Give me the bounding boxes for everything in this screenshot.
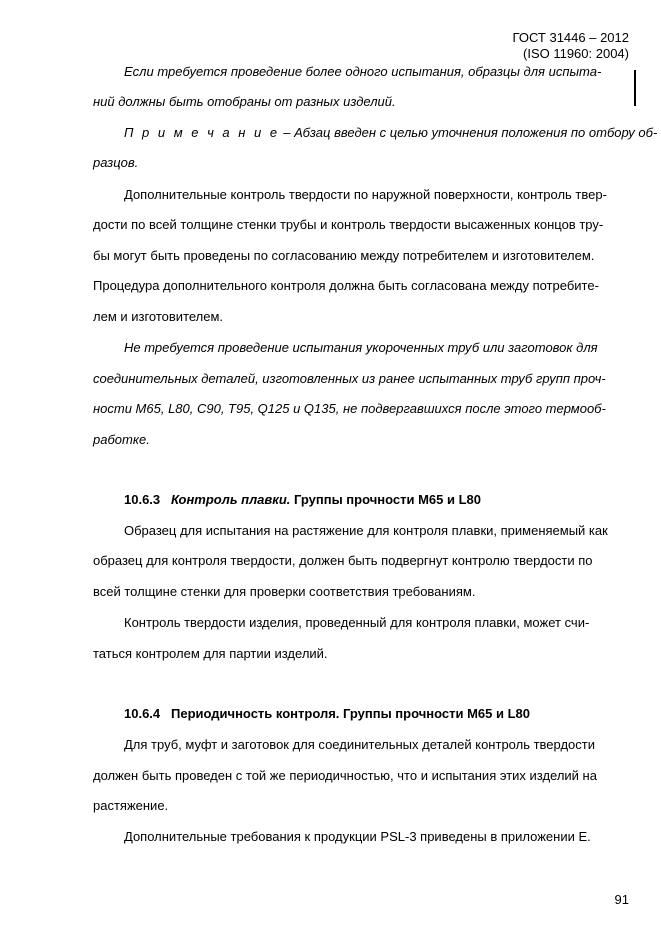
section-title: Периодичность контроля. Группы прочности M65 и L80 — [171, 706, 530, 721]
p2-line-2: дости по всей толщине стенки трубы и контроль твердости высаженных концов тру- — [93, 217, 604, 232]
p7-line-1: Дополнительные требования к продукции PSL-3 приведены в приложении Е. — [124, 829, 591, 844]
p4-line-3: всей толщине стенки для проверки соответствия требованиям. — [93, 584, 476, 599]
p2-line-3: бы могут быть проведены по согласованию между потребителем и изготовителем. — [93, 248, 595, 263]
p6-line-3: растяжение. — [93, 798, 169, 813]
note-line-1 — [124, 125, 657, 141]
p3-line-4: работке. — [93, 432, 150, 447]
p2-line-5: лем и изготовителем. — [93, 309, 224, 324]
p1-line-1: Если требуется проведение более одного испытания, образцы для испыта- — [124, 64, 602, 79]
p5-line-1: Контроль твердости изделия, проведенный для контроля плавки, может счи- — [124, 615, 590, 630]
section-10-6-4-heading — [124, 706, 530, 722]
section-subtitle: Группы прочности M65 и L80 — [290, 492, 481, 507]
p6-line-1: Для труб, муфт и заготовок для соединительных деталей контроль твердости — [124, 737, 595, 752]
p5-line-2: таться контролем для партии изделий. — [93, 646, 328, 661]
p2-line-4: Процедура дополнительного контроля должна быть согласована между потребите- — [93, 278, 599, 293]
note-text: – Абзац введен с целью уточнения положения по отбору об- — [279, 125, 658, 140]
note-line-2: разцов. — [93, 155, 139, 170]
note-label: П р и м е ч а н и е — [124, 125, 280, 140]
section-title: Контроль плавки. — [171, 492, 291, 507]
p3-line-1: Не требуется проведение испытания укороченных труб или заготовок для — [124, 340, 598, 355]
p3-line-3: ности M65, L80, C90, T95, Q125 и Q135, не подвергавшихся после этого термооб- — [93, 401, 606, 416]
p4-line-1: Образец для испытания на растяжение для контроля плавки, применяемый как — [124, 523, 608, 538]
p4-line-2: образец для контроля твердости, должен быть подвергнут контролю твердости по — [93, 553, 593, 568]
p6-line-2: должен быть проведен с той же периодичностью, что и испытания этих изделий на — [93, 768, 597, 783]
p1-line-2: ний должны быть отобраны от разных изделий. — [93, 94, 396, 109]
iso-reference: (ISO 11960: 2004) — [523, 46, 629, 61]
page-number: 91 — [614, 892, 629, 907]
document-header — [513, 30, 629, 62]
p2-line-1: Дополнительные контроль твердости по наружной поверхности, контроль твер- — [124, 187, 607, 202]
section-number: 10.6.3 — [124, 492, 161, 507]
section-10-6-3-heading — [124, 492, 481, 508]
section-number: 10.6.4 — [124, 706, 161, 721]
standard-code: ГОСТ 31446 – 2012 — [512, 30, 629, 45]
p3-line-2: соединительных деталей, изготовленных из ранее испытанных труб групп проч- — [93, 371, 606, 386]
change-bar — [634, 70, 636, 106]
